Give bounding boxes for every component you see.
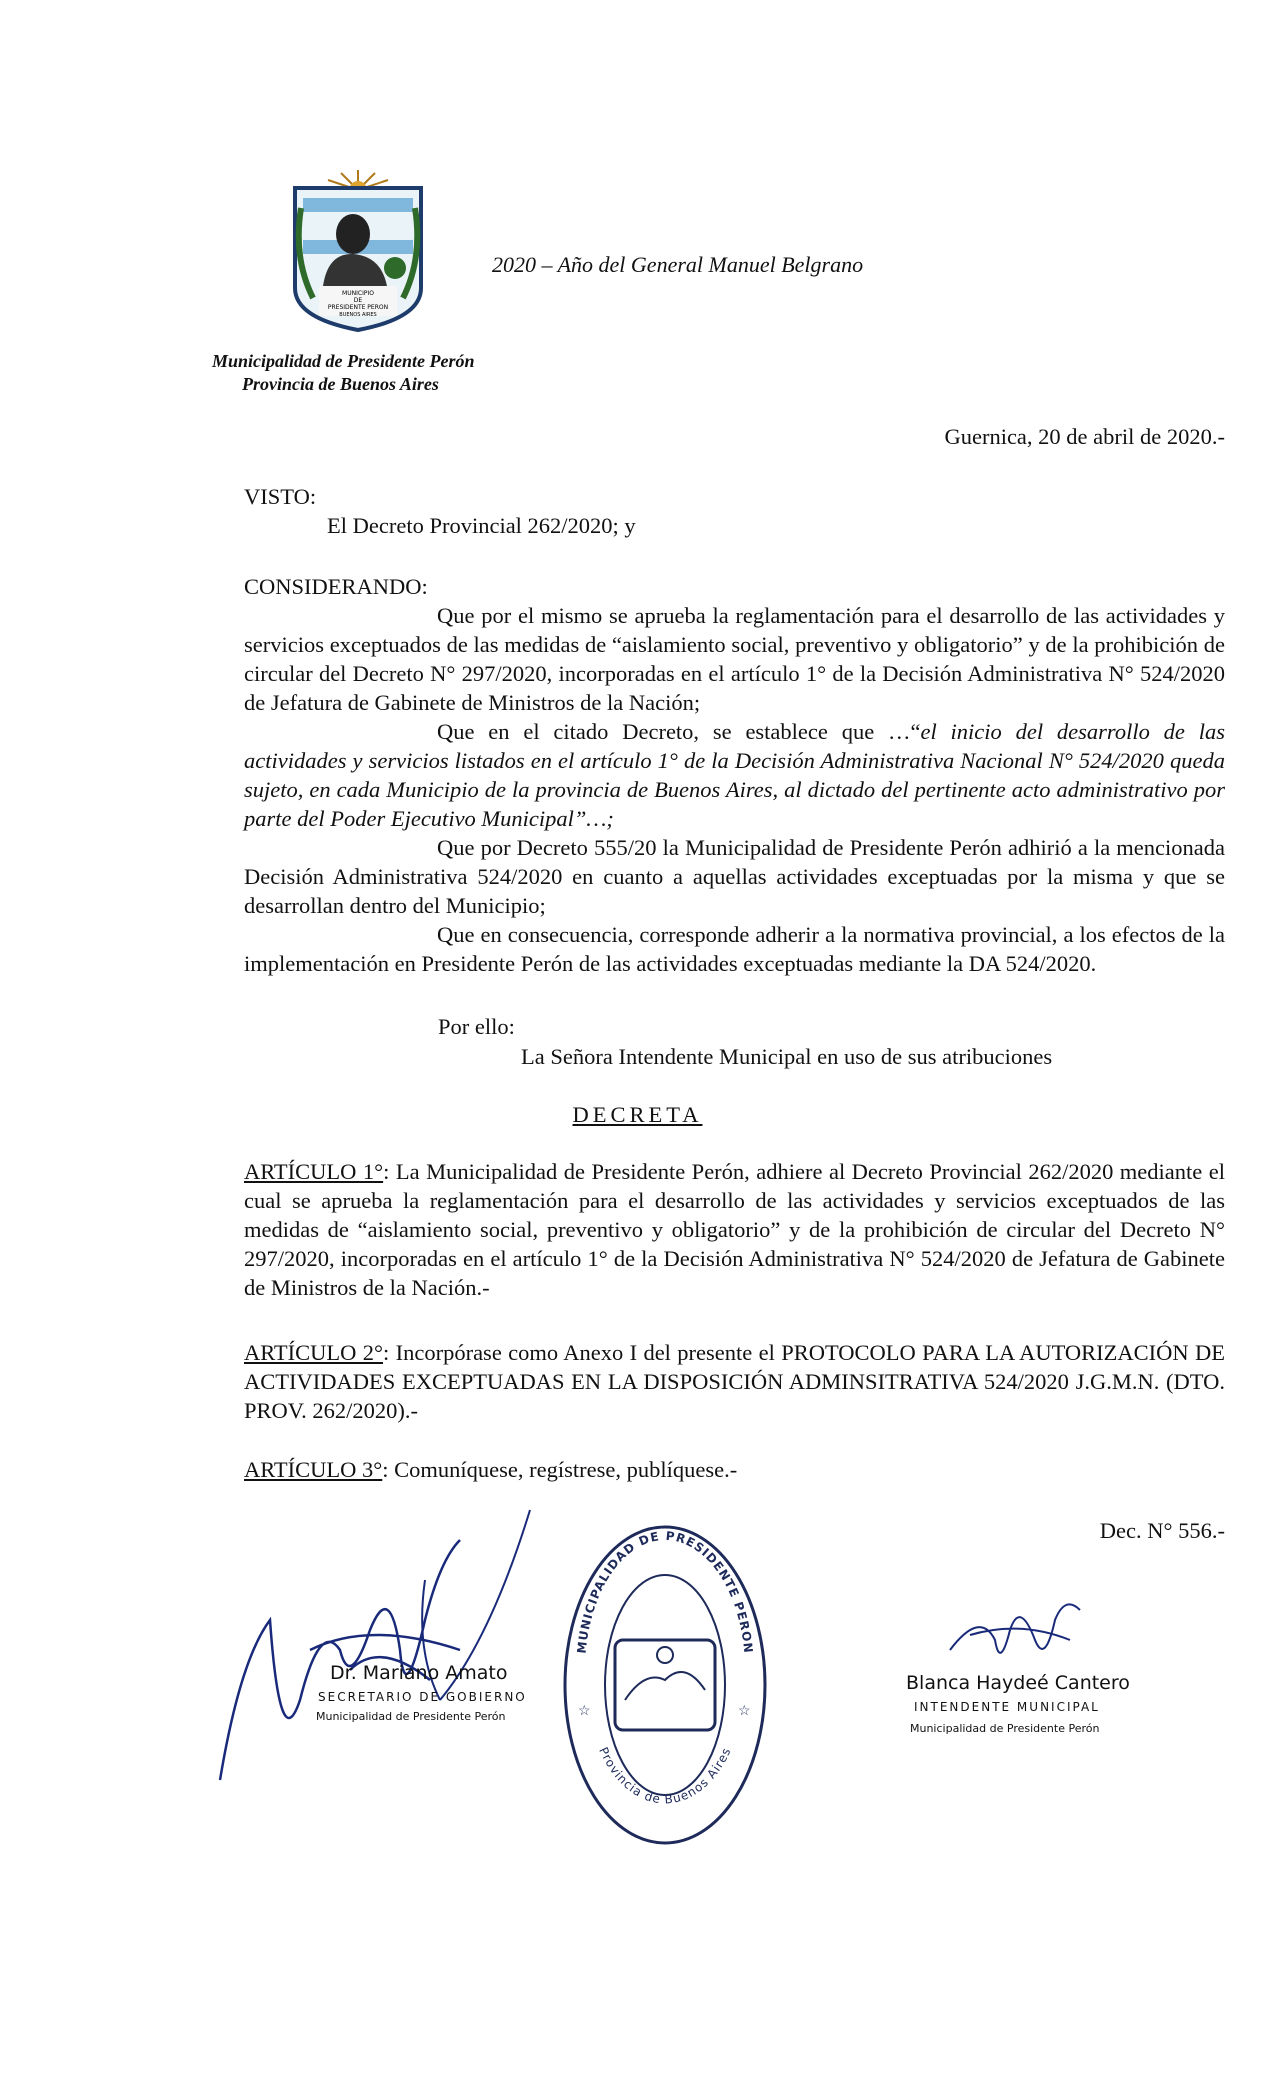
considerando-heading: CONSIDERANDO: [244, 574, 428, 599]
visto-text: El Decreto Provincial 262/2020; y [327, 513, 636, 538]
year-title: 2020 – Año del General Manuel Belgrano [492, 252, 864, 277]
por-ello: Por ello: [438, 1014, 515, 1039]
svg-text:MUNICIPIO: MUNICIPIO [342, 290, 374, 297]
visto-heading: VISTO: [244, 484, 317, 509]
signature-amato-icon [200, 1500, 560, 1805]
svg-text:PRESIDENTE PERON: PRESIDENTE PERON [327, 304, 389, 311]
considerando-paragraph-3: Que por Decreto 555/20 la Municipalidad de Presidente Perón adhirió a la mencionada Decisión Administrativa 524/2020 en cuanto a aquellas actividades exceptuadas por la misma y que se desarrollan dentro del Municipio; [244, 835, 1225, 918]
considerando-paragraph-2 [244, 717, 1225, 833]
article-1-label: ARTÍCULO 1° [244, 1159, 384, 1184]
municipal-coat-of-arms-icon [283, 168, 433, 338]
paragraph-2-quote: el inicio del desarrollo de las actividades y servicios listados en el artículo 1° de la Decisión Administrativa Nacional N° 524/2020 queda sujeto, en cada Municipio de la provincia de Buenos Aires, al dictado del pertinente acto administrativo por parte del Poder Ejecutivo Municipal”…; [244, 719, 1225, 831]
place-date: Guernica, 20 de abril de 2020.- [944, 424, 1225, 449]
svg-text:Provincia de Buenos Aires: Provincia de Buenos Aires [596, 1744, 734, 1807]
signature-right-role: INTENDENTE MUNICIPAL [914, 1700, 1100, 1714]
signature-left-name: Dr. Mariano Amato [330, 1662, 508, 1684]
paragraph-2-lead: Que en el citado Decreto, se establece que …“ [437, 719, 921, 744]
svg-text:BUENOS AIRES: BUENOS AIRES [339, 312, 377, 318]
svg-text:☆: ☆ [578, 1704, 591, 1719]
article-2-text: : Incorpórase como Anexo I del presente el PROTOCOLO PARA LA AUTORIZACIÓN DE ACTIVIDADES EXCEPTUADAS EN LA DISPOSICIÓN ADMINSITRATIVA 524/2020 J.G.M.N. (DTO. PROV. 262/2020).- [244, 1340, 1226, 1423]
svg-text:MUNICIPALIDAD DE PRESIDENTE PE: MUNICIPALIDAD DE PRESIDENTE PERON [574, 1528, 756, 1655]
article-3-label: ARTÍCULO 3° [244, 1457, 383, 1482]
province-name: Provincia de Buenos Aires [242, 374, 439, 394]
considerando-body [244, 601, 1225, 978]
signature-left-role: SECRETARIO DE GOBIERNO [318, 1690, 527, 1704]
article-3 [244, 1455, 737, 1484]
svg-text:DE: DE [353, 297, 363, 304]
considerando-paragraph-1: Que por el mismo se aprueba la reglamentación para el desarrollo de las actividades y servicios exceptuados de las medidas de “aislamiento social, preventivo y obligatorio” y de la prohibición de circular del Decreto N° 297/2020, incorporadas en el artículo 1° de la Decisión Administrativa N° 524/2020 de Jefatura de Gabinete de Ministros de la Nación; [244, 603, 1225, 715]
article-1 [244, 1157, 1225, 1302]
decree-number: Dec. N° 556.- [1099, 1518, 1225, 1543]
signature-right-org: Municipalidad de Presidente Perón [910, 1722, 1100, 1735]
article-2-label: ARTÍCULO 2° [244, 1340, 383, 1365]
signature-cantero-icon [940, 1590, 1090, 1685]
intendente-line: La Señora Intendente Municipal en uso de sus atribuciones [521, 1044, 1053, 1069]
municipal-seal-stamp-icon [560, 1520, 770, 1855]
svg-text:☆: ☆ [738, 1704, 751, 1719]
municipality-name: Municipalidad de Presidente Perón [212, 351, 475, 371]
article-3-text: : Comuníquese, regístrese, publíquese.- [382, 1457, 738, 1482]
article-1-text: : La Municipalidad de Presidente Perón, adhiere al Decreto Provincial 262/2020 mediante el cual se aprueba la reglamentación para el desarrollo de las actividades y servicios exceptuados de las medidas de “aislamiento social, preventivo y obligatorio” y de la prohibición de circular del Decreto N° 297/2020, incorporadas en el artículo 1° de la Decisión Administrativa N° 524/2020 de Jefatura de Gabinete de Ministros de la Nación.- [244, 1159, 1225, 1300]
decreta-heading: DECRETA [572, 1102, 703, 1127]
considerando-paragraph-4: Que en consecuencia, corresponde adherir a la normativa provincial, a los efectos de la implementación en Presidente Perón de las actividades exceptuadas mediante la DA 524/2020. [244, 922, 1225, 976]
article-2 [244, 1338, 1225, 1425]
signature-right-name: Blanca Haydeé Cantero [906, 1672, 1130, 1694]
signature-left-org: Municipalidad de Presidente Perón [316, 1710, 506, 1723]
